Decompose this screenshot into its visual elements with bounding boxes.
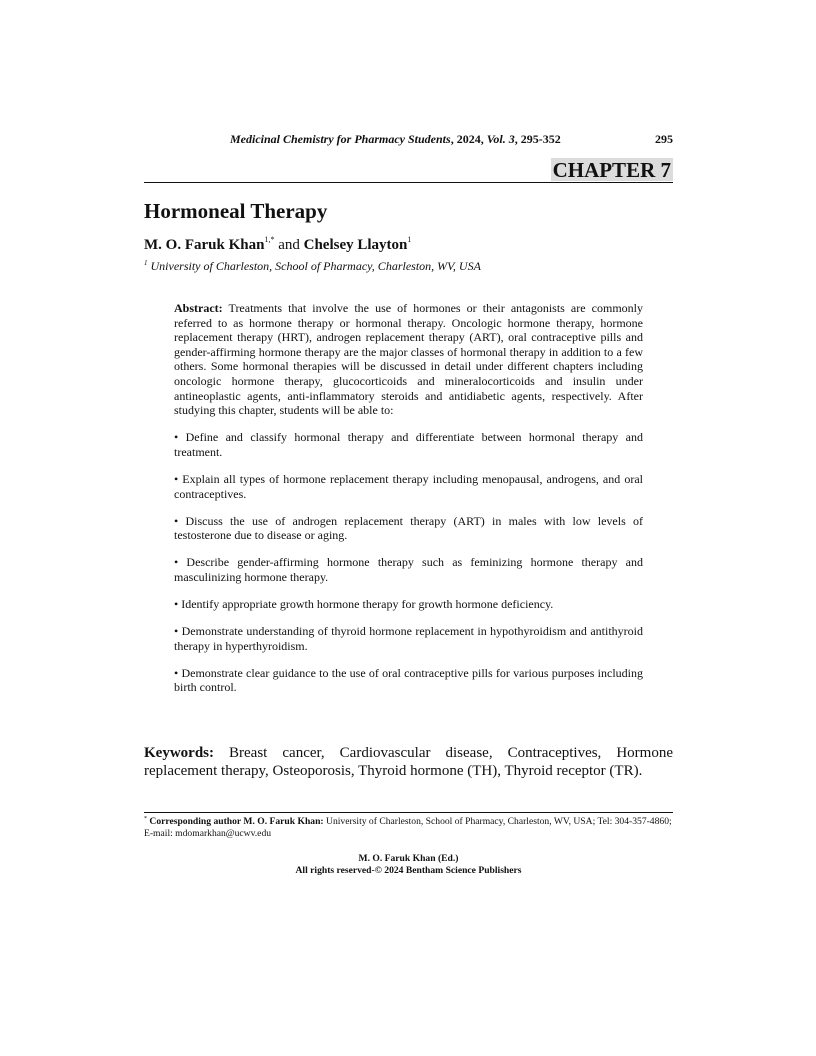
learning-objective: • Define and classify hormonal therapy and differentiate between hormonal therapy and treatment.	[174, 430, 643, 459]
learning-objective: • Identify appropriate growth hormone therapy for growth hormone deficiency.	[174, 597, 554, 611]
author-affiliation-mark: 1,*	[264, 235, 275, 244]
affiliation-text: University of Charleston, School of Pharmacy, Charleston, WV, USA	[147, 259, 481, 273]
learning-objective: • Explain all types of hormone replacement therapy including menopausal, androgens, and oral contraceptives.	[174, 471, 643, 501]
keywords-label: Keywords:	[144, 745, 214, 761]
copyright-notice: All rights reserved-© 2024 Bentham Science Publishers	[295, 865, 522, 876]
footnote-mark: *	[144, 816, 147, 822]
learning-objective: • Demonstrate clear guidance to the use of oral contraceptive pills for various purposes including birth control.	[174, 665, 643, 695]
chapter-label: CHAPTER 7	[552, 158, 671, 182]
chapter-divider	[144, 182, 673, 183]
author-line	[144, 236, 411, 254]
keywords	[144, 744, 673, 780]
page-number: 295	[655, 132, 673, 146]
author-joiner: and	[274, 237, 304, 253]
journal-title: Medicinal Chemistry for Pharmacy Students	[230, 132, 451, 146]
running-head	[144, 132, 673, 148]
learning-objective: • Describe gender-affirming hormone therapy such as feminizing hormone therapy and masculinizing hormone therapy.	[174, 555, 643, 584]
abstract-label: Abstract:	[174, 301, 223, 315]
chapter-title: Hormoneal Therapy	[144, 199, 328, 223]
author-affiliation-mark: 1	[407, 235, 412, 244]
learning-objective: • Demonstrate understanding of thyroid hormone replacement in hypothyroidism and antithyroid therapy in hyperthyroidism.	[174, 624, 643, 653]
abstract-text: Treatments that involve the use of hormones or their antagonists are commonly referred to as hormone therapy or hormonal therapy. Oncologic hormone therapy, hormone replacement therapy (HRT), androgen replacement therapy (ART), oral contraceptive pills and gender-affirming hormone therapy are the major classes of hormonal therapy in addition to a few others. Some hormonal therapies will be discussed in detail under different chapters including oncologic hormone therapy, glucocorticoids and mineralocorticoids and insulin under antineoplastic agents, anti-inflammatory steroids and antidiabetic agents, respectively. After studying this chapter, students will be able to:	[174, 301, 643, 418]
journal-volume: Vol. 3	[486, 132, 515, 146]
journal-year: , 2024,	[450, 132, 487, 146]
corresponding-author-footnote	[144, 816, 673, 839]
author-name: Chelsey Llayton	[303, 237, 408, 253]
affiliation-mark: 1	[144, 259, 148, 267]
footnote-text: University of Charleston, School of Pharmacy, Charleston, WV, USA; Tel: 304-357-4860; E-mail: mdomarkhan@ucwv.edu	[144, 816, 672, 839]
affiliation	[144, 259, 481, 274]
publisher-credits	[144, 853, 673, 877]
abstract	[174, 301, 643, 695]
author-name: M. O. Faruk Khan	[144, 237, 265, 253]
journal-pages: , 295-352	[514, 132, 561, 146]
keywords-text: Breast cancer, Cardiovascular disease, Contraceptives, Hormone replacement therapy, Osteoporosis, Thyroid hormone (TH), Thyroid receptor (TR).	[144, 745, 673, 779]
footnote-label: Corresponding author M. O. Faruk Khan:	[147, 816, 324, 827]
footnote-divider	[144, 812, 673, 813]
journal-citation	[230, 132, 561, 147]
learning-objective: • Discuss the use of androgen replacement therapy (ART) in males with low levels of testosterone due to disease or aging.	[174, 513, 643, 543]
abstract-paragraph	[174, 301, 643, 418]
editor-credit: M. O. Faruk Khan (Ed.)	[358, 853, 459, 864]
